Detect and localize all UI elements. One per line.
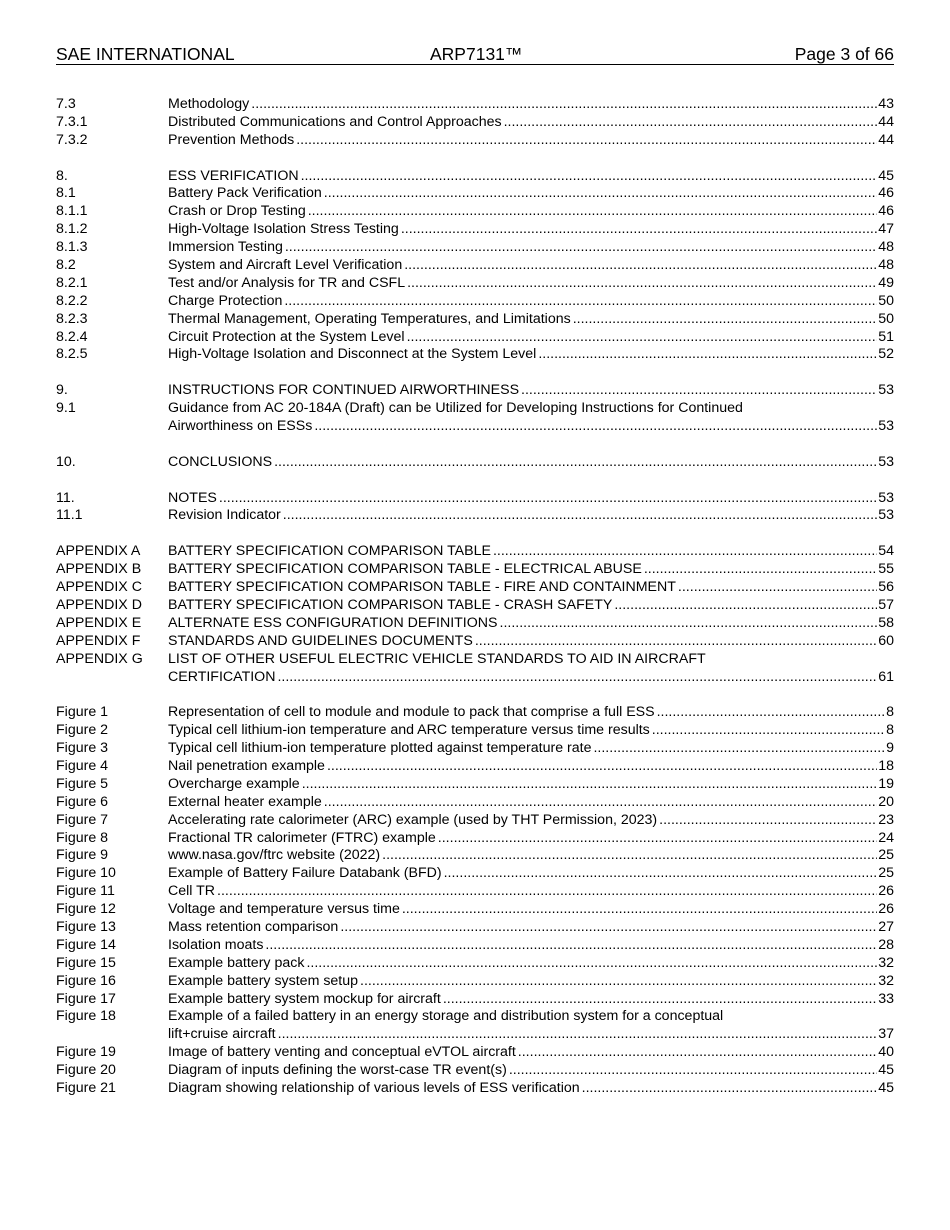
- toc-entry[interactable]: [56, 812, 894, 830]
- dot-leader: [657, 704, 886, 722]
- toc-entry-title: Airworthiness on ESSs: [168, 418, 313, 435]
- toc-entry-page: 49: [878, 274, 894, 291]
- toc-entry[interactable]: [56, 776, 894, 794]
- toc-entry[interactable]: [56, 543, 894, 561]
- toc-entry-title-line1: LIST OF OTHER USEFUL ELECTRIC VEHICLE STANDARDS TO AID IN AIRCRAFT: [168, 650, 706, 667]
- toc-entry-title: Revision Indicator: [168, 507, 281, 524]
- toc-entry-page: 53: [878, 507, 894, 524]
- toc-entry[interactable]: [56, 257, 894, 275]
- toc-entry-page: 48: [878, 239, 894, 256]
- toc-entry[interactable]: [56, 1080, 894, 1098]
- dot-leader: [444, 865, 878, 883]
- toc-entry[interactable]: [56, 329, 894, 347]
- toc-entry-number: APPENDIX G: [56, 650, 143, 667]
- toc-entry[interactable]: [56, 830, 894, 848]
- toc-entry-page: 53: [878, 382, 894, 399]
- toc-entry-title: STANDARDS AND GUIDELINES DOCUMENTS: [168, 632, 473, 649]
- toc-entry-title: Isolation moats: [168, 936, 264, 953]
- toc-entry-page: 58: [878, 614, 894, 631]
- toc-entry-title: High-Voltage Isolation and Disconnect at the System Level: [168, 346, 537, 363]
- dot-leader: [301, 168, 878, 186]
- toc-entry-number: 11.: [56, 489, 75, 506]
- toc-entry[interactable]: [56, 651, 894, 687]
- toc-entry[interactable]: [56, 185, 894, 203]
- dot-leader: [407, 275, 877, 293]
- toc-entry-page: 50: [878, 310, 894, 327]
- toc-entry-number: 8.2.5: [56, 346, 88, 363]
- toc-entry-number: Figure 19: [56, 1044, 116, 1061]
- toc-entry-title: Prevention Methods: [168, 131, 295, 148]
- toc-entry-number: Figure 12: [56, 901, 116, 918]
- dot-leader: [274, 454, 877, 472]
- toc-entry-number: Figure 3: [56, 740, 109, 757]
- toc-entry[interactable]: [56, 275, 894, 293]
- toc-entry[interactable]: [56, 883, 894, 901]
- dot-leader: [593, 740, 885, 758]
- toc-entry-page: 27: [878, 918, 894, 935]
- toc-entry-title: lift+cruise aircraft: [168, 1026, 276, 1043]
- toc-entry-number: APPENDIX E: [56, 614, 142, 631]
- toc-entry[interactable]: [56, 293, 894, 311]
- toc-entry-number: 8.1.1: [56, 203, 88, 220]
- toc-entry[interactable]: [56, 991, 894, 1009]
- dot-leader: [438, 830, 877, 848]
- dot-leader: [443, 991, 877, 1009]
- toc-entry-page: 45: [878, 1062, 894, 1079]
- table-of-contents: [56, 96, 894, 1098]
- dot-leader: [296, 132, 877, 150]
- toc-entry[interactable]: [56, 168, 894, 186]
- toc-entry-title: Image of battery venting and conceptual eVTOL aircraft: [168, 1044, 516, 1061]
- toc-entry-number: 8.2.1: [56, 274, 88, 291]
- dot-leader: [324, 185, 877, 203]
- toc-entry-number: 8.1: [56, 185, 76, 202]
- section-gap: [56, 150, 894, 168]
- toc-entry-page: 54: [878, 543, 894, 560]
- toc-entry-number: Figure 21: [56, 1079, 116, 1096]
- dot-leader: [285, 239, 877, 257]
- toc-entry-title: INSTRUCTIONS FOR CONTINUED AIRWORTHINESS: [168, 382, 520, 399]
- toc-entry-title: Distributed Communications and Control Approaches: [168, 113, 502, 130]
- dot-leader: [283, 507, 877, 525]
- dot-leader: [509, 1062, 877, 1080]
- toc-entry-number: 8.2.3: [56, 310, 88, 327]
- toc-entry-page: 61: [878, 668, 894, 685]
- dot-leader: [614, 597, 877, 615]
- dot-leader: [302, 776, 878, 794]
- toc-entry-title: NOTES: [168, 489, 217, 506]
- toc-entry-title: Accelerating rate calorimeter (ARC) example (used by THT Permission, 2023): [168, 811, 658, 828]
- toc-entry-page: 25: [878, 847, 894, 864]
- toc-entry-page: 47: [878, 221, 894, 238]
- page-number: Page 3 of 66: [794, 44, 894, 64]
- toc-entry-title: ESS VERIFICATION: [168, 167, 299, 184]
- toc-entry-number: APPENDIX C: [56, 579, 142, 596]
- toc-entry-page: 19: [878, 775, 894, 792]
- toc-entry-title: System and Aircraft Level Verification: [168, 257, 403, 274]
- toc-entry-number: APPENDIX B: [56, 561, 142, 578]
- toc-entry[interactable]: [56, 579, 894, 597]
- toc-entry-number: Figure 10: [56, 865, 116, 882]
- toc-entry[interactable]: [56, 114, 894, 132]
- toc-entry-page: 44: [878, 131, 894, 148]
- document-number: ARP7131™: [430, 44, 523, 64]
- toc-entry[interactable]: [56, 919, 894, 937]
- toc-entry-number: Figure 16: [56, 972, 116, 989]
- toc-entry-number: Figure 17: [56, 990, 116, 1007]
- toc-entry-number: 8.: [56, 167, 68, 184]
- toc-entry-number: 8.2.2: [56, 292, 88, 309]
- toc-entry-number: APPENDIX D: [56, 596, 142, 613]
- toc-entry[interactable]: [56, 203, 894, 221]
- toc-entry-page: 60: [878, 632, 894, 649]
- toc-entry-page: 8: [886, 722, 894, 739]
- toc-entry-page: 32: [878, 954, 894, 971]
- toc-entry-number: 9.: [56, 382, 68, 399]
- toc-entry-page: 20: [878, 793, 894, 810]
- toc-entry[interactable]: [56, 597, 894, 615]
- toc-entry-title: External heater example: [168, 793, 322, 810]
- dot-leader: [518, 1044, 877, 1062]
- toc-entry-page: 50: [878, 292, 894, 309]
- toc-entry[interactable]: [56, 722, 894, 740]
- toc-entry-number: Figure 2: [56, 722, 109, 739]
- dot-leader: [382, 847, 877, 865]
- toc-entry-title: Overcharge example: [168, 775, 300, 792]
- toc-entry-title-line1: Guidance from AC 20-184A (Draft) can be Utilized for Developing Instructions for Continued: [168, 400, 743, 417]
- dot-leader: [404, 257, 877, 275]
- toc-entry[interactable]: [56, 633, 894, 651]
- toc-entry-page: 37: [878, 1026, 894, 1043]
- toc-entry[interactable]: [56, 901, 894, 919]
- toc-entry-title: www.nasa.gov/ftrc website (2022): [168, 847, 381, 864]
- dot-leader: [278, 1026, 878, 1044]
- toc-entry-title: Example battery pack: [168, 954, 305, 971]
- toc-entry-title: CONCLUSIONS: [168, 453, 273, 470]
- toc-entry-page: 52: [878, 346, 894, 363]
- toc-entry-title: Thermal Management, Operating Temperatures, and Limitations: [168, 310, 571, 327]
- toc-entry-title: Test and/or Analysis for TR and CSFL: [168, 274, 406, 291]
- toc-entry-page: 53: [878, 418, 894, 435]
- toc-entry-page: 46: [878, 185, 894, 202]
- section-gap: [56, 436, 894, 454]
- section-gap: [56, 525, 894, 543]
- dot-leader: [327, 758, 877, 776]
- toc-entry-number: 8.1.2: [56, 221, 88, 238]
- toc-entry[interactable]: [56, 96, 894, 114]
- dot-leader: [360, 973, 877, 991]
- dot-leader: [314, 418, 877, 436]
- toc-entry-page: 18: [878, 757, 894, 774]
- dot-leader: [644, 561, 877, 579]
- toc-entry-number: APPENDIX F: [56, 632, 141, 649]
- toc-entry-title: Nail penetration example: [168, 757, 325, 774]
- toc-entry[interactable]: [56, 311, 894, 329]
- dot-leader: [308, 203, 877, 221]
- toc-entry-page: 53: [878, 453, 894, 470]
- toc-entry-title: Example of Battery Failure Databank (BFD): [168, 865, 442, 882]
- toc-entry[interactable]: [56, 239, 894, 257]
- toc-entry-number: Figure 8: [56, 829, 109, 846]
- section-gap: [56, 686, 894, 704]
- toc-entry-number: Figure 20: [56, 1062, 116, 1079]
- toc-entry[interactable]: [56, 758, 894, 776]
- toc-entry-title: Diagram showing relationship of various levels of ESS verification: [168, 1079, 580, 1096]
- section-gap: [56, 364, 894, 382]
- toc-entry-number: 11.1: [56, 507, 83, 524]
- toc-entry[interactable]: [56, 1062, 894, 1080]
- toc-entry-title: Circuit Protection at the System Level: [168, 328, 405, 345]
- dot-leader: [324, 794, 877, 812]
- toc-entry[interactable]: [56, 346, 894, 364]
- toc-entry-title: Methodology: [168, 96, 250, 112]
- toc-entry[interactable]: [56, 865, 894, 883]
- toc-entry-page: 57: [878, 596, 894, 613]
- page-header: [56, 44, 894, 65]
- toc-entry-number: 7.3.1: [56, 113, 88, 130]
- dot-leader: [402, 901, 877, 919]
- dot-leader: [265, 937, 877, 955]
- dot-leader: [504, 114, 878, 132]
- toc-entry[interactable]: [56, 704, 894, 722]
- toc-entry-number: Figure 13: [56, 918, 116, 935]
- dot-leader: [582, 1080, 878, 1098]
- toc-entry[interactable]: [56, 132, 894, 150]
- toc-entry-title: CERTIFICATION: [168, 668, 276, 685]
- toc-entry-page: 56: [878, 579, 894, 596]
- toc-entry-page: 45: [878, 167, 894, 184]
- toc-entry-page: 48: [878, 257, 894, 274]
- toc-entry-title: Typical cell lithium-ion temperature plotted against temperature rate: [168, 740, 592, 757]
- toc-entry[interactable]: [56, 490, 894, 508]
- toc-entry[interactable]: [56, 955, 894, 973]
- dot-leader: [306, 955, 877, 973]
- dot-leader: [284, 293, 877, 311]
- toc-entry[interactable]: [56, 507, 894, 525]
- toc-entry-number: Figure 9: [56, 847, 109, 864]
- toc-entry-page: 40: [878, 1044, 894, 1061]
- publisher-name: SAE INTERNATIONAL: [56, 44, 235, 64]
- toc-entry-title: ALTERNATE ESS CONFIGURATION DEFINITIONS: [168, 614, 498, 631]
- toc-entry-page: 23: [878, 811, 894, 828]
- toc-entry[interactable]: [56, 1044, 894, 1062]
- toc-entry-title: Charge Protection: [168, 292, 283, 309]
- section-gap: [56, 472, 894, 490]
- toc-entry-number: 9.1: [56, 400, 76, 417]
- toc-entry[interactable]: [56, 454, 894, 472]
- toc-entry-title: Diagram of inputs defining the worst-case TR event(s): [168, 1062, 507, 1079]
- toc-entry-title: Voltage and temperature versus time: [168, 901, 400, 918]
- toc-entry-page: 32: [878, 972, 894, 989]
- toc-entry-title-line1: Example of a failed battery in an energy storage and distribution system for a conceptual: [168, 1008, 724, 1025]
- toc-entry[interactable]: [56, 400, 894, 436]
- toc-entry-title: Cell TR: [168, 883, 216, 900]
- toc-entry-number: 8.2: [56, 257, 76, 274]
- toc-entry-number: Figure 1: [56, 704, 109, 721]
- toc-entry[interactable]: [56, 615, 894, 633]
- toc-entry-page: 51: [878, 328, 894, 345]
- toc-entry[interactable]: [56, 937, 894, 955]
- toc-entry-number: 7.3: [56, 96, 76, 112]
- dot-leader: [401, 221, 877, 239]
- toc-entry[interactable]: [56, 794, 894, 812]
- toc-entry[interactable]: [56, 973, 894, 991]
- toc-entry-page: 25: [878, 865, 894, 882]
- dot-leader: [538, 346, 877, 364]
- toc-entry-number: Figure 6: [56, 793, 109, 810]
- toc-entry-number: Figure 4: [56, 757, 109, 774]
- toc-entry-title: Mass retention comparison: [168, 918, 339, 935]
- toc-entry-number: Figure 15: [56, 954, 116, 971]
- toc-entry-page: 43: [878, 96, 894, 112]
- dot-leader: [217, 883, 877, 901]
- dot-leader: [277, 669, 877, 687]
- dot-leader: [407, 329, 878, 347]
- dot-leader: [493, 543, 877, 561]
- toc-entry[interactable]: [56, 740, 894, 758]
- toc-entry-number: 10.: [56, 453, 76, 470]
- toc-entry-number: Figure 11: [56, 883, 115, 900]
- toc-entry-title: High-Voltage Isolation Stress Testing: [168, 221, 399, 238]
- toc-entry-title: Fractional TR calorimeter (FTRC) example: [168, 829, 436, 846]
- dot-leader: [475, 633, 877, 651]
- dot-leader: [659, 812, 877, 830]
- toc-entry-number: Figure 7: [56, 811, 109, 828]
- toc-entry[interactable]: [56, 382, 894, 400]
- toc-entry-page: 45: [878, 1079, 894, 1096]
- toc-entry[interactable]: [56, 561, 894, 579]
- toc-entry-page: 9: [886, 740, 894, 757]
- toc-entry-title: Crash or Drop Testing: [168, 203, 306, 220]
- dot-leader: [678, 579, 877, 597]
- toc-entry-title: BATTERY SPECIFICATION COMPARISON TABLE - CRASH SAFETY: [168, 596, 613, 613]
- toc-entry-page: 53: [878, 489, 894, 506]
- dot-leader: [500, 615, 878, 633]
- toc-entry-number: Figure 14: [56, 936, 116, 953]
- toc-entry-number: 7.3.2: [56, 131, 88, 148]
- toc-entry-number: 8.1.3: [56, 239, 88, 256]
- toc-entry-page: 8: [886, 704, 894, 721]
- toc-entry-title: Battery Pack Verification: [168, 185, 322, 202]
- dot-leader: [573, 311, 878, 329]
- toc-entry-title: Example battery system setup: [168, 972, 359, 989]
- toc-entry-page: 26: [878, 901, 894, 918]
- toc-entry-title: BATTERY SPECIFICATION COMPARISON TABLE - FIRE AND CONTAINMENT: [168, 579, 676, 596]
- toc-entry-number: APPENDIX A: [56, 543, 141, 560]
- toc-entry-title: Typical cell lithium-ion temperature and ARC temperature versus time results: [168, 722, 650, 739]
- toc-entry[interactable]: [56, 1008, 894, 1044]
- dot-leader: [251, 96, 877, 114]
- dot-leader: [652, 722, 885, 740]
- toc-entry-title: BATTERY SPECIFICATION COMPARISON TABLE: [168, 543, 491, 560]
- toc-entry-number: Figure 18: [56, 1008, 116, 1025]
- toc-entry-title: BATTERY SPECIFICATION COMPARISON TABLE - ELECTRICAL ABUSE: [168, 561, 642, 578]
- toc-entry-page: 24: [878, 829, 894, 846]
- toc-entry-number: 8.2.4: [56, 328, 88, 345]
- toc-entry[interactable]: [56, 221, 894, 239]
- dot-leader: [219, 490, 877, 508]
- toc-entry-title: Immersion Testing: [168, 239, 283, 256]
- toc-entry-title: Example battery system mockup for aircraft: [168, 990, 441, 1007]
- toc-entry[interactable]: [56, 847, 894, 865]
- toc-entry-page: 55: [878, 561, 894, 578]
- toc-entry-number: Figure 5: [56, 775, 109, 792]
- toc-entry-title: Representation of cell to module and module to pack that comprise a full ESS: [168, 704, 655, 721]
- dot-leader: [521, 382, 877, 400]
- toc-entry-page: 46: [878, 203, 894, 220]
- toc-entry-page: 44: [878, 113, 894, 130]
- toc-entry-page: 33: [878, 990, 894, 1007]
- toc-entry-page: 26: [878, 883, 894, 900]
- dot-leader: [340, 919, 877, 937]
- toc-entry-page: 28: [878, 936, 894, 953]
